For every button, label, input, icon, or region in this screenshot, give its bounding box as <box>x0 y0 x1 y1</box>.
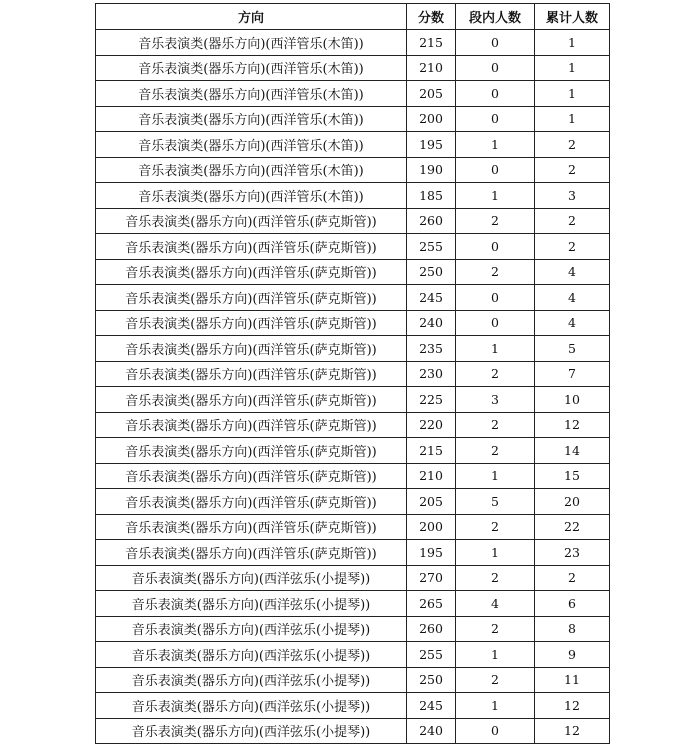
cell-cumulative-count: 7 <box>535 361 610 387</box>
cell-cumulative-count: 12 <box>535 412 610 438</box>
cell-segment-count: 2 <box>456 208 535 234</box>
cell-direction: 音乐表演类(器乐方向)(西洋管乐(萨克斯管)) <box>96 514 407 540</box>
table-row <box>96 183 610 209</box>
cell-segment-count: 4 <box>456 591 535 617</box>
table-row <box>96 132 610 158</box>
cell-direction: 音乐表演类(器乐方向)(西洋管乐(萨克斯管)) <box>96 336 407 362</box>
cell-direction: 音乐表演类(器乐方向)(西洋管乐(木笛)) <box>96 183 407 209</box>
table-row <box>96 489 610 515</box>
cell-cumulative-count: 4 <box>535 285 610 311</box>
cell-segment-count: 1 <box>456 642 535 668</box>
cell-segment-count: 2 <box>456 514 535 540</box>
table-row <box>96 463 610 489</box>
cell-direction: 音乐表演类(器乐方向)(西洋弦乐(小提琴)) <box>96 642 407 668</box>
cell-segment-count: 0 <box>456 30 535 56</box>
cell-score: 220 <box>407 412 456 438</box>
cell-segment-count: 0 <box>456 81 535 107</box>
cell-segment-count: 0 <box>456 234 535 260</box>
cell-score: 245 <box>407 285 456 311</box>
cell-score: 240 <box>407 310 456 336</box>
cell-segment-count: 2 <box>456 412 535 438</box>
cell-score: 205 <box>407 489 456 515</box>
cell-direction: 音乐表演类(器乐方向)(西洋管乐(萨克斯管)) <box>96 310 407 336</box>
table-row <box>96 208 610 234</box>
cell-segment-count: 2 <box>456 565 535 591</box>
table-row <box>96 336 610 362</box>
cell-segment-count: 2 <box>456 259 535 285</box>
table-row <box>96 616 610 642</box>
cell-score: 230 <box>407 361 456 387</box>
cell-score: 225 <box>407 387 456 413</box>
cell-cumulative-count: 12 <box>535 718 610 744</box>
cell-score: 195 <box>407 132 456 158</box>
table-row <box>96 157 610 183</box>
cell-segment-count: 2 <box>456 667 535 693</box>
cell-cumulative-count: 22 <box>535 514 610 540</box>
cell-score: 190 <box>407 157 456 183</box>
cell-cumulative-count: 23 <box>535 540 610 566</box>
cell-direction: 音乐表演类(器乐方向)(西洋管乐(萨克斯管)) <box>96 463 407 489</box>
cell-cumulative-count: 2 <box>535 565 610 591</box>
header-row <box>96 4 610 30</box>
cell-direction: 音乐表演类(器乐方向)(西洋弦乐(小提琴)) <box>96 565 407 591</box>
cell-cumulative-count: 15 <box>535 463 610 489</box>
table-row <box>96 234 610 260</box>
cell-score: 200 <box>407 514 456 540</box>
cell-score: 265 <box>407 591 456 617</box>
cell-segment-count: 0 <box>456 55 535 81</box>
table-row <box>96 540 610 566</box>
cell-score: 195 <box>407 540 456 566</box>
cell-direction: 音乐表演类(器乐方向)(西洋管乐(木笛)) <box>96 81 407 107</box>
table-row <box>96 55 610 81</box>
table-row <box>96 361 610 387</box>
cell-cumulative-count: 1 <box>535 55 610 81</box>
cell-segment-count: 0 <box>456 157 535 183</box>
cell-segment-count: 2 <box>456 361 535 387</box>
cell-segment-count: 2 <box>456 438 535 464</box>
cell-direction: 音乐表演类(器乐方向)(西洋弦乐(小提琴)) <box>96 616 407 642</box>
header-cumulative-count: 累计人数 <box>535 4 610 30</box>
cell-cumulative-count: 2 <box>535 208 610 234</box>
cell-direction: 音乐表演类(器乐方向)(西洋管乐(萨克斯管)) <box>96 438 407 464</box>
cell-cumulative-count: 1 <box>535 30 610 56</box>
table-row <box>96 438 610 464</box>
cell-cumulative-count: 6 <box>535 591 610 617</box>
cell-direction: 音乐表演类(器乐方向)(西洋管乐(木笛)) <box>96 132 407 158</box>
cell-segment-count: 2 <box>456 616 535 642</box>
cell-segment-count: 0 <box>456 285 535 311</box>
cell-score: 250 <box>407 667 456 693</box>
table-row <box>96 693 610 719</box>
cell-score: 210 <box>407 463 456 489</box>
cell-direction: 音乐表演类(器乐方向)(西洋管乐(木笛)) <box>96 30 407 56</box>
cell-score: 215 <box>407 438 456 464</box>
cell-segment-count: 1 <box>456 540 535 566</box>
cell-cumulative-count: 2 <box>535 234 610 260</box>
cell-direction: 音乐表演类(器乐方向)(西洋管乐(木笛)) <box>96 157 407 183</box>
table-row <box>96 106 610 132</box>
cell-direction: 音乐表演类(器乐方向)(西洋弦乐(小提琴)) <box>96 667 407 693</box>
table-row <box>96 30 610 56</box>
cell-segment-count: 3 <box>456 387 535 413</box>
cell-direction: 音乐表演类(器乐方向)(西洋管乐(萨克斯管)) <box>96 234 407 260</box>
cell-segment-count: 1 <box>456 183 535 209</box>
cell-cumulative-count: 11 <box>535 667 610 693</box>
cell-score: 260 <box>407 616 456 642</box>
cell-score: 255 <box>407 642 456 668</box>
cell-direction: 音乐表演类(器乐方向)(西洋管乐(萨克斯管)) <box>96 361 407 387</box>
header-score: 分数 <box>407 4 456 30</box>
table-row <box>96 591 610 617</box>
table-row <box>96 285 610 311</box>
cell-direction: 音乐表演类(器乐方向)(西洋管乐(萨克斯管)) <box>96 489 407 515</box>
cell-cumulative-count: 5 <box>535 336 610 362</box>
cell-direction: 音乐表演类(器乐方向)(西洋弦乐(小提琴)) <box>96 591 407 617</box>
cell-segment-count: 1 <box>456 132 535 158</box>
header-segment-count: 段内人数 <box>456 4 535 30</box>
cell-segment-count: 0 <box>456 718 535 744</box>
cell-segment-count: 1 <box>456 336 535 362</box>
cell-cumulative-count: 10 <box>535 387 610 413</box>
header-direction: 方向 <box>96 4 407 30</box>
table-row <box>96 642 610 668</box>
cell-segment-count: 0 <box>456 310 535 336</box>
cell-cumulative-count: 4 <box>535 259 610 285</box>
cell-cumulative-count: 8 <box>535 616 610 642</box>
table-row <box>96 387 610 413</box>
cell-cumulative-count: 3 <box>535 183 610 209</box>
cell-score: 250 <box>407 259 456 285</box>
table-row <box>96 412 610 438</box>
cell-direction: 音乐表演类(器乐方向)(西洋管乐(萨克斯管)) <box>96 540 407 566</box>
table-body <box>96 30 610 744</box>
cell-segment-count: 0 <box>456 106 535 132</box>
table-row <box>96 81 610 107</box>
cell-direction: 音乐表演类(器乐方向)(西洋弦乐(小提琴)) <box>96 718 407 744</box>
cell-score: 185 <box>407 183 456 209</box>
cell-score: 245 <box>407 693 456 719</box>
cell-score: 235 <box>407 336 456 362</box>
cell-cumulative-count: 1 <box>535 81 610 107</box>
table-row <box>96 565 610 591</box>
cell-cumulative-count: 4 <box>535 310 610 336</box>
cell-direction: 音乐表演类(器乐方向)(西洋管乐(木笛)) <box>96 106 407 132</box>
cell-direction: 音乐表演类(器乐方向)(西洋管乐(萨克斯管)) <box>96 285 407 311</box>
cell-direction: 音乐表演类(器乐方向)(西洋管乐(萨克斯管)) <box>96 259 407 285</box>
cell-direction: 音乐表演类(器乐方向)(西洋管乐(萨克斯管)) <box>96 412 407 438</box>
cell-direction: 音乐表演类(器乐方向)(西洋管乐(萨克斯管)) <box>96 387 407 413</box>
cell-cumulative-count: 2 <box>535 132 610 158</box>
cell-cumulative-count: 1 <box>535 106 610 132</box>
cell-cumulative-count: 9 <box>535 642 610 668</box>
table-row <box>96 667 610 693</box>
table-row <box>96 718 610 744</box>
table-row <box>96 514 610 540</box>
cell-segment-count: 1 <box>456 463 535 489</box>
table-row <box>96 310 610 336</box>
cell-score: 260 <box>407 208 456 234</box>
cell-direction: 音乐表演类(器乐方向)(西洋弦乐(小提琴)) <box>96 693 407 719</box>
cell-score: 210 <box>407 55 456 81</box>
cell-cumulative-count: 20 <box>535 489 610 515</box>
cell-direction: 音乐表演类(器乐方向)(西洋管乐(萨克斯管)) <box>96 208 407 234</box>
cell-score: 240 <box>407 718 456 744</box>
cell-cumulative-count: 14 <box>535 438 610 464</box>
cell-segment-count: 1 <box>456 693 535 719</box>
cell-score: 215 <box>407 30 456 56</box>
cell-score: 255 <box>407 234 456 260</box>
table-row <box>96 259 610 285</box>
cell-score: 270 <box>407 565 456 591</box>
cell-score: 200 <box>407 106 456 132</box>
cell-cumulative-count: 2 <box>535 157 610 183</box>
table-header <box>96 4 610 30</box>
cell-score: 205 <box>407 81 456 107</box>
cell-cumulative-count: 12 <box>535 693 610 719</box>
score-distribution-table <box>95 3 610 744</box>
cell-segment-count: 5 <box>456 489 535 515</box>
cell-direction: 音乐表演类(器乐方向)(西洋管乐(木笛)) <box>96 55 407 81</box>
